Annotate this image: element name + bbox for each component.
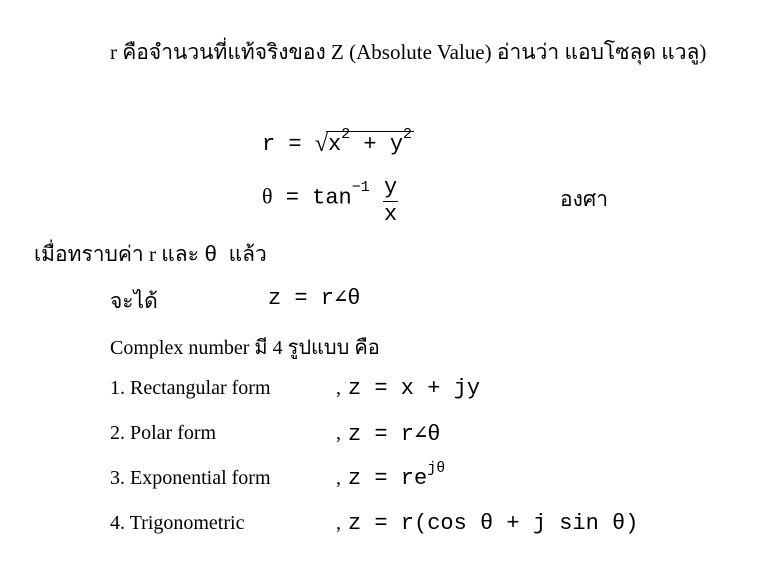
result-formula: z = r∠θ [268,286,361,311]
form-name: 1. Rectangular form [110,377,271,399]
tan-function: tan [312,185,352,211]
theta-symbol: θ [262,183,273,209]
sqrt-plus: + [363,132,377,157]
exponential-power: jθ [427,459,446,477]
fraction-denominator: x [383,202,398,227]
form-comma: , [336,377,341,399]
exponential-base: z = re [348,466,428,491]
form-formula: z = r∠θ [348,422,441,447]
formula-theta [262,172,398,227]
exponent-x: 2 [341,125,351,143]
form-name: 2. Polar form [110,422,217,444]
form-name: 3. Exponential form [110,467,271,489]
equals-sign: = [288,132,302,157]
fraction [383,176,398,227]
fraction-numerator: y [383,175,398,200]
sqrt-y: y [389,132,404,157]
when-known-suffix: แล้ว [228,242,267,266]
radical-icon: √ [314,131,328,157]
square-root [314,125,414,157]
form-formula [348,459,446,491]
form-comma: , [336,512,341,534]
form-comma: , [336,467,341,489]
angle-label: องศา [560,187,608,211]
equals-sign: = [285,185,299,211]
r-symbol: r [262,132,276,157]
result-label: จะได้ [110,289,158,313]
form-name: 4. Trigonometric [110,512,245,534]
theta-symbol: θ [204,243,218,268]
form-formula: z = x + jy [348,376,481,401]
tan-exponent: −1 [351,178,370,196]
form-comma: , [336,422,341,444]
forms-heading: Complex number มี 4 รูปแบบ คือ [110,337,380,359]
sqrt-x: x [327,132,342,157]
intro-text: r คือจำนวนที่แท้จริงของ Z (Absolute Value) อ่านว่า แอบโซลุด แวลู) [110,40,707,64]
form-formula: z = r(cos θ + j sin θ) [348,511,639,536]
when-known-prefix: เมื่อทราบค่า r และ [34,242,199,266]
formula-r [262,125,414,157]
exponent-y: 2 [403,125,413,143]
when-known-line [34,238,267,271]
